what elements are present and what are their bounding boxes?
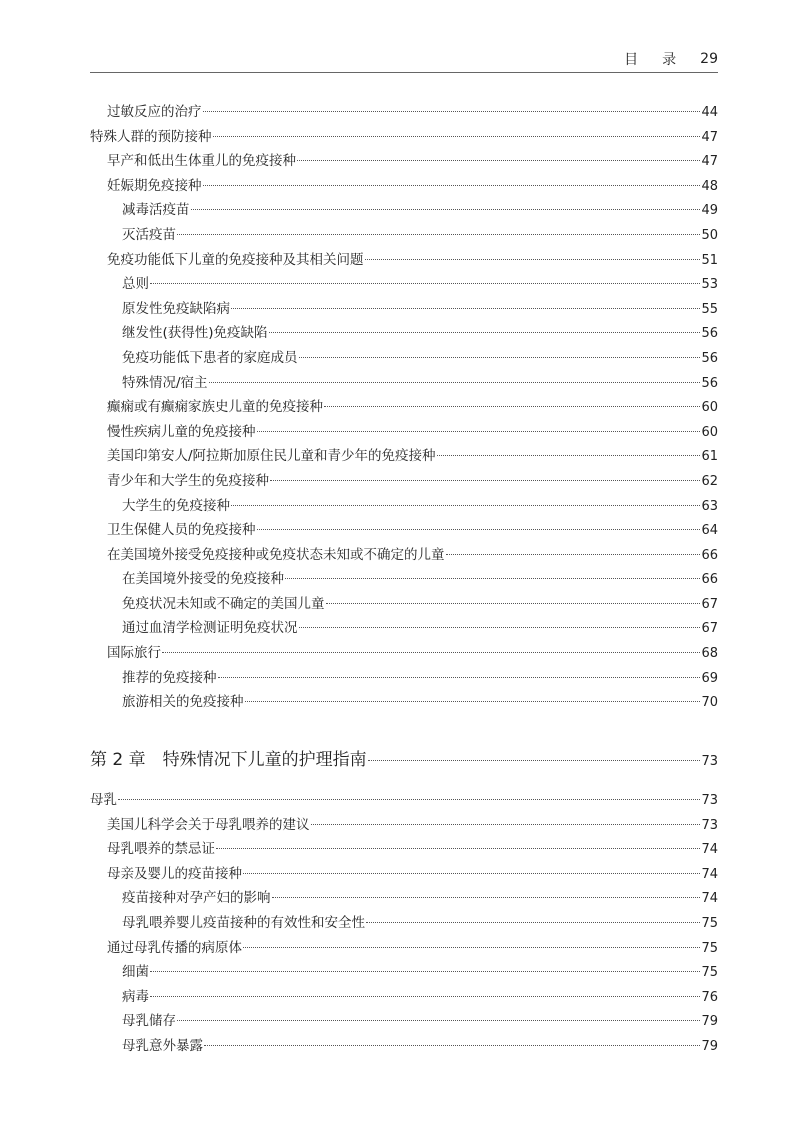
- dot-leader: [118, 799, 700, 800]
- dot-leader: [203, 185, 701, 186]
- entry-title: 免疫状况未知或不确定的美国儿童: [122, 595, 325, 612]
- entry-title: 灭活疫苗: [122, 226, 176, 243]
- toc-entry[interactable]: [90, 641, 718, 666]
- dot-leader: [368, 760, 701, 761]
- toc-entry[interactable]: [90, 346, 718, 371]
- toc-entry[interactable]: [90, 690, 718, 715]
- dot-leader: [243, 947, 700, 948]
- dot-leader: [218, 677, 701, 678]
- dot-leader: [257, 431, 701, 432]
- entry-page: 49: [701, 203, 718, 219]
- running-header: [90, 48, 718, 70]
- dot-leader: [269, 332, 701, 333]
- entry-title: 在美国境外接受的免疫接种: [122, 571, 284, 588]
- toc-entry[interactable]: [90, 1034, 718, 1059]
- toc-entry[interactable]: [90, 444, 718, 469]
- header-title-1: 目: [624, 52, 639, 68]
- entry-title: 疫苗接种对孕产妇的影响: [122, 890, 271, 907]
- toc-entry[interactable]: [90, 371, 718, 396]
- entry-title: 细菌: [122, 964, 149, 981]
- toc-entry[interactable]: [90, 592, 718, 617]
- dot-leader: [299, 627, 701, 628]
- page-number: 29: [700, 51, 718, 67]
- entry-page: 79: [701, 1038, 718, 1054]
- entry-title: 继发性(获得性)免疫缺陷: [122, 325, 268, 342]
- dot-leader: [446, 554, 701, 555]
- entry-page: 74: [701, 842, 718, 858]
- entry-page: 75: [701, 965, 718, 981]
- entry-page: 55: [701, 301, 718, 317]
- entry-page: 61: [701, 449, 718, 465]
- entry-page: 75: [701, 915, 718, 931]
- entry-title: 在美国境外接受免疫接种或免疫状态未知或不确定的儿童: [107, 546, 445, 563]
- dot-leader: [270, 480, 700, 481]
- entry-title: 母乳喂养的禁忌证: [107, 841, 215, 858]
- toc-entry[interactable]: [90, 198, 718, 223]
- toc-entry[interactable]: [90, 272, 718, 297]
- entry-page: 63: [701, 498, 718, 514]
- entry-title: 旅游相关的免疫接种: [122, 694, 244, 711]
- dot-leader: [324, 406, 700, 407]
- entry-title: 减毒活疫苗: [122, 202, 190, 219]
- entry-title: 国际旅行: [107, 645, 161, 662]
- entry-title: 母乳: [90, 792, 117, 808]
- entry-title: 特殊人群的预防接种: [90, 128, 212, 145]
- toc-entry[interactable]: [90, 666, 718, 691]
- toc-entry[interactable]: [90, 960, 718, 985]
- entry-page: 51: [701, 252, 718, 268]
- toc-entry[interactable]: [90, 862, 718, 887]
- entry-title: 总则: [122, 276, 149, 293]
- header-rule: [90, 72, 718, 73]
- toc-section-2: [90, 788, 718, 1059]
- entry-page: 73: [701, 817, 718, 833]
- entry-title: 母乳意外暴露: [122, 1037, 203, 1054]
- dot-leader: [366, 922, 700, 923]
- entry-page: 56: [701, 350, 718, 366]
- dot-leader: [191, 209, 701, 210]
- entry-page: 73: [701, 793, 718, 808]
- entry-page: 66: [701, 547, 718, 563]
- entry-title: 大学生的免疫接种: [122, 497, 230, 514]
- entry-page: 76: [701, 989, 718, 1005]
- toc-section-1: [90, 100, 718, 715]
- dot-leader: [231, 308, 700, 309]
- toc-entry[interactable]: [90, 837, 718, 862]
- entry-title: 病毒: [122, 988, 149, 1005]
- entry-title: 卫生保健人员的免疫接种: [107, 522, 256, 539]
- dot-leader: [231, 505, 700, 506]
- entry-page: 50: [701, 227, 718, 243]
- toc-entry[interactable]: [90, 616, 718, 641]
- dot-leader: [243, 873, 700, 874]
- entry-page: 74: [701, 866, 718, 882]
- entry-title: 慢性疾病儿童的免疫接种: [107, 423, 256, 440]
- entry-page: 62: [701, 473, 718, 489]
- entry-title: 通过血清学检测证明免疫状况: [122, 620, 298, 637]
- entry-page: 56: [701, 326, 718, 342]
- entry-title: 母乳储存: [122, 1013, 176, 1030]
- entry-page: 74: [701, 891, 718, 907]
- dot-leader: [150, 996, 700, 997]
- entry-page: 70: [701, 695, 718, 711]
- entry-title: 推荐的免疫接种: [122, 669, 217, 686]
- entry-title: 母亲及婴儿的疫苗接种: [107, 865, 242, 882]
- entry-title: 青少年和大学生的免疫接种: [107, 472, 269, 489]
- toc-entry[interactable]: [90, 936, 718, 961]
- header-title-2: 录: [662, 52, 677, 68]
- toc-entry[interactable]: [90, 494, 718, 519]
- dot-leader: [150, 971, 700, 972]
- entry-page: 69: [701, 670, 718, 686]
- toc-entry[interactable]: [90, 149, 718, 174]
- toc-entry[interactable]: [90, 788, 718, 813]
- toc-entry[interactable]: [90, 469, 718, 494]
- entry-page: 79: [701, 1014, 718, 1030]
- entry-page: 66: [701, 572, 718, 588]
- entry-title: 过敏反应的治疗: [107, 104, 202, 120]
- entry-page: 60: [701, 424, 718, 440]
- toc-entry[interactable]: [90, 100, 718, 125]
- entry-page: 60: [701, 400, 718, 416]
- entry-page: 75: [701, 940, 718, 956]
- entry-title: 母乳喂养婴儿疫苗接种的有效性和安全性: [122, 914, 365, 931]
- entry-page: 44: [701, 105, 718, 120]
- toc-entry[interactable]: [90, 567, 718, 592]
- entry-page: 47: [701, 154, 718, 170]
- toc-entry[interactable]: [90, 985, 718, 1010]
- toc-entry[interactable]: [90, 248, 718, 273]
- dot-leader: [365, 259, 701, 260]
- dot-leader: [216, 848, 700, 849]
- chapter-title: 第 2 章 特殊情况下儿童的护理指南: [90, 750, 367, 770]
- entry-title: 美国印第安人/阿拉斯加原住民儿童和青少年的免疫接种: [107, 448, 436, 465]
- dot-leader: [285, 578, 700, 579]
- entry-title: 妊娠期免疫接种: [107, 177, 202, 194]
- entry-title: 原发性免疫缺陷病: [122, 300, 230, 317]
- dot-leader: [204, 1045, 700, 1046]
- dot-leader: [437, 455, 701, 456]
- entry-page: 67: [701, 621, 718, 637]
- toc-entry[interactable]: [90, 1009, 718, 1034]
- toc-entry[interactable]: [90, 518, 718, 543]
- toc-entry[interactable]: [90, 174, 718, 199]
- dot-leader: [177, 234, 700, 235]
- dot-leader: [299, 357, 701, 358]
- toc-entry[interactable]: [90, 886, 718, 911]
- dot-leader: [297, 160, 700, 161]
- entry-page: 47: [701, 129, 718, 145]
- dot-leader: [326, 603, 701, 604]
- entry-page: 67: [701, 596, 718, 612]
- dot-leader: [203, 111, 701, 112]
- entry-title: 免疫功能低下儿童的免疫接种及其相关问题: [107, 251, 364, 268]
- toc-entry[interactable]: [90, 420, 718, 445]
- entry-title: 通过母乳传播的病原体: [107, 939, 242, 956]
- entry-title: 癫痫或有癫痫家族史儿童的免疫接种: [107, 399, 323, 416]
- dot-leader: [311, 824, 701, 825]
- entry-title: 美国儿科学会关于母乳喂养的建议: [107, 816, 310, 833]
- entry-page: 56: [701, 375, 718, 391]
- entry-title: 早产和低出生体重儿的免疫接种: [107, 153, 296, 170]
- entry-page: 64: [701, 523, 718, 539]
- toc-entry[interactable]: [90, 543, 718, 568]
- dot-leader: [177, 1020, 700, 1021]
- dot-leader: [150, 283, 700, 284]
- chapter-heading[interactable]: [90, 745, 718, 775]
- dot-leader: [245, 701, 701, 702]
- entry-title: 特殊情况/宿主: [122, 374, 208, 391]
- toc-entry[interactable]: [90, 125, 718, 150]
- entry-page: 53: [701, 277, 718, 293]
- dot-leader: [272, 897, 701, 898]
- entry-page: 48: [701, 178, 718, 194]
- toc-entry[interactable]: [90, 395, 718, 420]
- entry-title: 免疫功能低下患者的家庭成员: [122, 349, 298, 366]
- toc-entry[interactable]: [90, 223, 718, 248]
- dot-leader: [209, 382, 701, 383]
- dot-leader: [213, 136, 701, 137]
- toc-entry[interactable]: [90, 321, 718, 346]
- chapter-page: 73: [701, 754, 718, 769]
- toc-entry[interactable]: [90, 911, 718, 936]
- entry-page: 68: [701, 646, 718, 662]
- toc-entry[interactable]: [90, 297, 718, 322]
- toc-entry[interactable]: [90, 813, 718, 838]
- dot-leader: [257, 529, 701, 530]
- dot-leader: [162, 652, 700, 653]
